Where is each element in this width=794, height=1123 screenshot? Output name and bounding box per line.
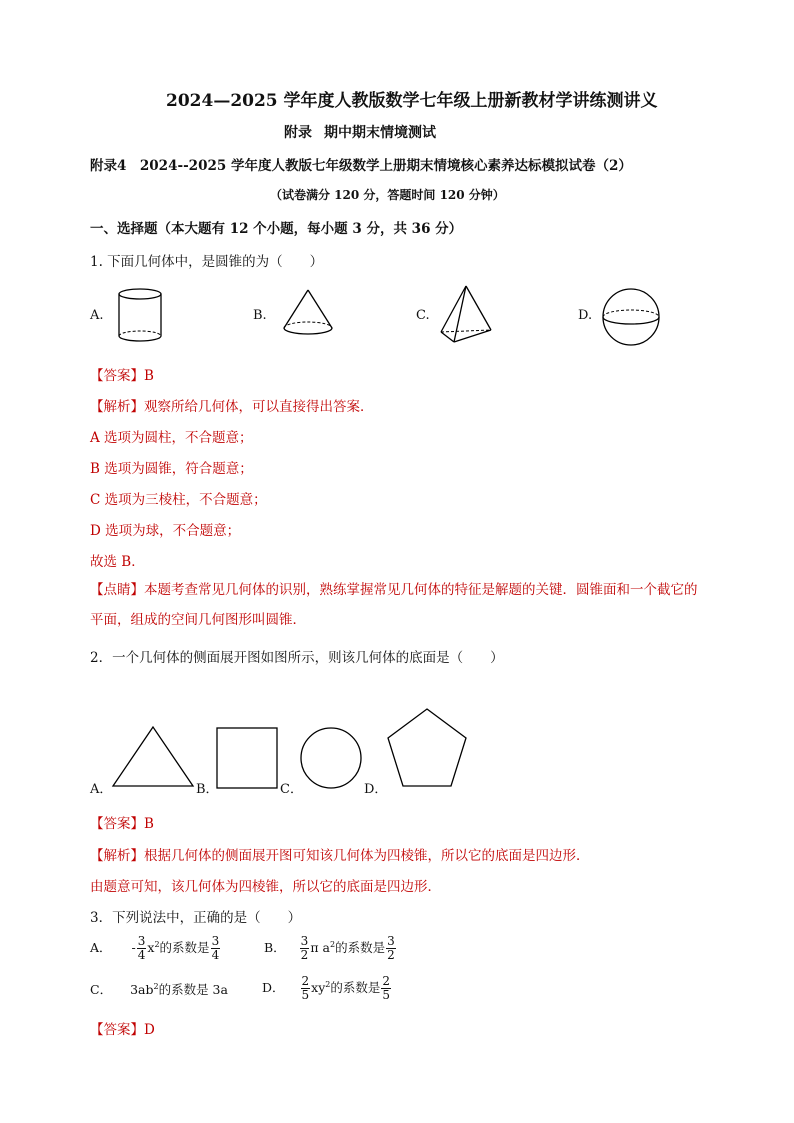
section-heading: 一、选择题（本大题有 12 个小题，每小题 3 分，共 36 分）	[90, 221, 463, 237]
appendix-label: 附录	[284, 125, 312, 141]
option-label: B．	[264, 940, 286, 955]
text: 的系数是	[335, 940, 386, 955]
paper-info: （试卷满分 120 分，答题时间 120 分钟）	[270, 188, 505, 202]
comment-text: 本题考查常见几何体的识别，熟练掌握常见几何体的特征是解题的关键．圆锥面和一个截它的平面，组成的空间几何图形叫圆锥．	[90, 582, 698, 628]
option-label: A．	[90, 940, 112, 955]
variable: 3ab	[130, 982, 154, 997]
analysis-tag: 【解析】	[90, 848, 144, 864]
answer-value: D	[144, 1022, 155, 1038]
numerator: 3	[137, 934, 146, 948]
q2-option-d-label: D．	[364, 782, 388, 797]
denominator: 5	[301, 988, 310, 1002]
text: 的系数是	[159, 940, 210, 955]
q3-option-b	[264, 935, 397, 962]
q1-stem: 1. 下面几何体中，是圆锥的为（ ）	[90, 254, 324, 270]
q3-answer	[90, 1018, 155, 1038]
exponent: 2	[154, 939, 160, 949]
q3-option-a	[90, 935, 221, 962]
q2-option-c-label: C．	[280, 782, 303, 797]
appendix-heading	[284, 122, 436, 142]
fraction	[300, 935, 310, 962]
numerator: 2	[382, 974, 391, 988]
cone-icon	[280, 288, 336, 338]
denominator: 4	[137, 948, 146, 962]
q2-analysis	[90, 844, 590, 864]
q1-option-d-label: D.	[578, 308, 593, 323]
option-label: C．	[90, 982, 113, 997]
fraction	[211, 935, 221, 962]
q2-analysis-line2: 由题意可知，该几何体为四棱锥，所以它的底面是四边形．	[90, 879, 441, 895]
q1-comment	[90, 575, 710, 635]
numerator: 3	[387, 934, 395, 948]
variable: xy	[311, 980, 326, 995]
appendix-title: 期中期末情境测试	[324, 125, 436, 141]
q2-stem: 2．一个几何体的侧面展开图如图所示，则该几何体的底面是（ ）	[90, 650, 504, 666]
pentagon-icon	[384, 706, 470, 790]
circle-icon	[298, 726, 364, 790]
q1-option-b-label: B.	[253, 308, 267, 323]
q1-line-a: A 选项为圆柱，不合题意；	[90, 430, 253, 446]
sign: -	[131, 940, 136, 955]
numerator: 3	[300, 934, 309, 948]
cylinder-icon	[114, 286, 166, 346]
variable: π a	[310, 940, 330, 955]
fraction	[381, 975, 391, 1002]
pyramid-icon	[436, 284, 496, 346]
q1-answer	[90, 364, 154, 384]
q3-option-d	[262, 975, 392, 1002]
text: 的系数是 3a	[158, 982, 228, 997]
q1-analysis	[90, 395, 374, 415]
answer-tag: 【答案】	[90, 816, 144, 832]
fraction	[137, 935, 147, 962]
q1-option-a-label: A.	[90, 308, 104, 323]
answer-tag: 【答案】	[90, 1022, 144, 1038]
denominator: 2	[387, 948, 395, 962]
q1-line-b: B 选项为圆锥，符合题意；	[90, 461, 253, 477]
denominator: 5	[382, 988, 391, 1002]
q2-option-b-label: B．	[196, 782, 219, 797]
answer-tag: 【答案】	[90, 368, 144, 384]
variable: x	[147, 940, 155, 955]
exponent: 2	[329, 939, 336, 949]
answer-value: B	[144, 816, 154, 832]
option-label: D．	[262, 980, 285, 995]
exponent: 2	[153, 981, 159, 991]
text: 的系数是	[330, 980, 381, 995]
q1-line-d: D 选项为球，不合题意；	[90, 523, 241, 539]
document-title: 2024—2025 学年度人教版数学七年级上册新教材学讲练测讲义	[166, 91, 658, 111]
q3-stem: 3．下列说法中，正确的是（ ）	[90, 910, 302, 926]
triangle-icon	[110, 724, 196, 790]
sphere-icon	[600, 286, 662, 348]
square-icon	[214, 726, 280, 790]
answer-value: B	[144, 368, 154, 384]
analysis-tag: 【解析】	[90, 399, 144, 415]
fraction	[386, 935, 396, 962]
paper-title: 附录4 2024--2025 学年度人教版七年级数学上册期末情境核心素养达标模拟试卷（2）	[90, 158, 632, 174]
q1-line-c: C 选项为三棱柱，不合题意；	[90, 492, 267, 508]
numerator: 2	[301, 974, 310, 988]
analysis-text: 根据几何体的侧面展开图可知该几何体为四棱锥，所以它的底面是四边形．	[144, 848, 590, 864]
q1-line-conclusion: 故选 B．	[90, 554, 145, 570]
denominator: 4	[211, 948, 220, 962]
analysis-text: 观察所给几何体，可以直接得出答案．	[144, 399, 374, 415]
q1-option-c-label: C.	[416, 308, 430, 323]
numerator: 3	[211, 934, 220, 948]
q3-option-c	[90, 980, 228, 998]
exponent: 2	[325, 979, 331, 989]
denominator: 2	[300, 948, 309, 962]
fraction	[301, 975, 311, 1002]
comment-tag: 【点睛】	[90, 582, 144, 598]
q2-answer	[90, 812, 154, 832]
q2-option-a-label: A．	[90, 782, 113, 797]
